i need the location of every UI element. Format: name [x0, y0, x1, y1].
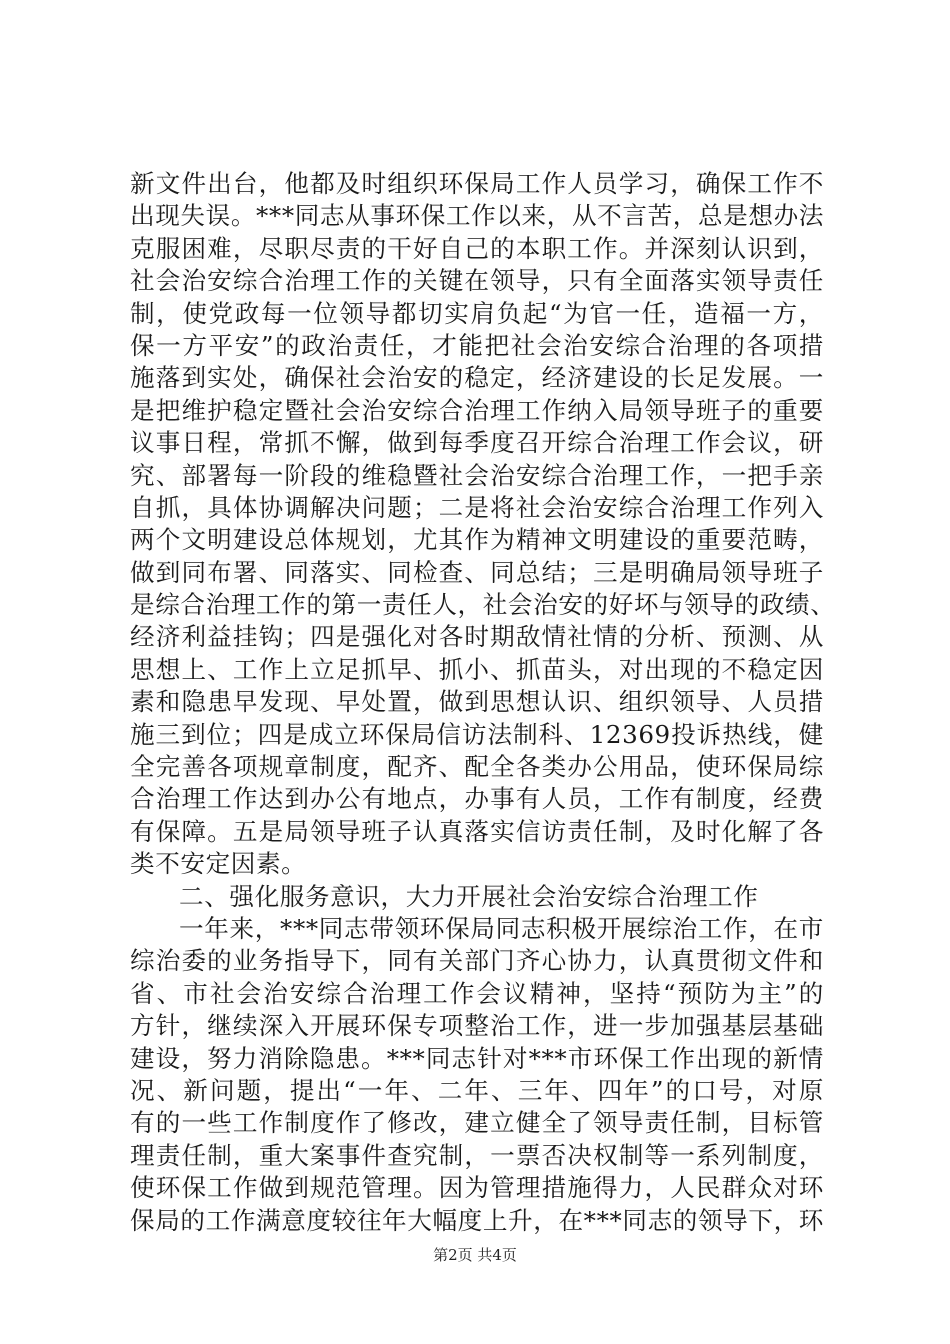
- text-line: 经济利益挂钩；四是强化对各时期敌情社情的分析、预测、从: [130, 622, 824, 652]
- text-line: 克服困难，尽职尽责的干好自己的本职工作。并深刻认识到，: [130, 233, 824, 263]
- text-line: 有的一些工作制度作了修改，建立健全了领导责任制，目标管: [130, 1108, 824, 1138]
- text-line: 保一方平安”的政治责任，才能把社会治安综合治理的各项措: [130, 330, 824, 360]
- text-line: 建设，努力消除隐患。***同志针对***市环保工作出现的新情: [130, 1043, 824, 1073]
- text-line: 合治理工作达到办公有地点，办事有人员，工作有制度，经费: [130, 784, 824, 814]
- text-line: 况、新问题，提出“一年、二年、三年、四年”的口号，对原: [130, 1075, 824, 1105]
- text-line: 出现失误。***同志从事环保工作以来，从不言苦，总是想办法: [130, 201, 824, 231]
- page-footer: 第2页 共4页: [433, 1246, 517, 1264]
- text-line: 施落到实处，确保社会治安的稳定，经济建设的长足发展。一: [130, 363, 824, 393]
- text-line: 有保障。五是局领导班子认真落实信访责任制，及时化解了各: [130, 816, 824, 846]
- text-line: 社会治安综合治理工作的关键在领导，只有全面落实领导责任: [130, 266, 824, 296]
- text-line: 施三到位；四是成立环保局信访法制科、12369投诉热线，健: [130, 719, 824, 749]
- text-line: 素和隐患早发现、早处置，做到思想认识、组织领导、人员措: [130, 687, 824, 717]
- text-line: 省、市社会治安综合治理工作会议精神，坚持“预防为主”的: [130, 978, 824, 1008]
- text-line: 制，使党政每一位领导都切实肩负起“为官一任，造福一方，: [130, 298, 824, 328]
- text-line: 综治委的业务指导下，同有关部门齐心协力，认真贯彻文件和: [130, 946, 824, 976]
- text-line: 做到同布署、同落实、同检查、同总结；三是明确局领导班子: [130, 557, 824, 587]
- text-line: 方针，继续深入开展环保专项整治工作，进一步加强基层基础: [130, 1011, 824, 1041]
- text-line: 两个文明建设总体规划，尤其作为精神文明建设的重要范畴，: [130, 525, 824, 555]
- text-line: 使环保工作做到规范管理。因为管理措施得力，人民群众对环: [130, 1173, 824, 1203]
- text-line: 思想上、工作上立足抓早、抓小、抓苗头，对出现的不稳定因: [130, 654, 824, 684]
- text-line: 是综合治理工作的第一责任人，社会治安的好坏与领导的政绩、: [130, 590, 836, 620]
- text-line: 理责任制，重大案事件查究制，一票否决权制等一系列制度，: [130, 1140, 824, 1170]
- text-line: 全完善各项规章制度，配齐、配全各类办公用品，使环保局综: [130, 752, 824, 782]
- text-line: 保局的工作满意度较往年大幅度上升，在***同志的领导下，环: [130, 1205, 824, 1235]
- text-line: 二、强化服务意识，大力开展社会治安综合治理工作: [179, 881, 759, 911]
- document-body: [130, 168, 836, 1237]
- text-line: 类不安定因素。: [130, 849, 307, 879]
- text-line: 议事日程，常抓不懈，做到每季度召开综合治理工作会议，研: [130, 428, 824, 458]
- text-line: 究、部署每一阶段的维稳暨社会治安综合治理工作，一把手亲: [130, 460, 824, 490]
- text-line: 新文件出台，他都及时组织环保局工作人员学习，确保工作不: [130, 169, 824, 198]
- text-line: 一年来，***同志带领环保局同志积极开展综治工作，在市: [179, 913, 824, 943]
- text-line: 是把维护稳定暨社会治安综合治理工作纳入局领导班子的重要: [130, 395, 824, 425]
- text-line: 自抓，具体协调解决问题；二是将社会治安综合治理工作列入: [130, 492, 824, 522]
